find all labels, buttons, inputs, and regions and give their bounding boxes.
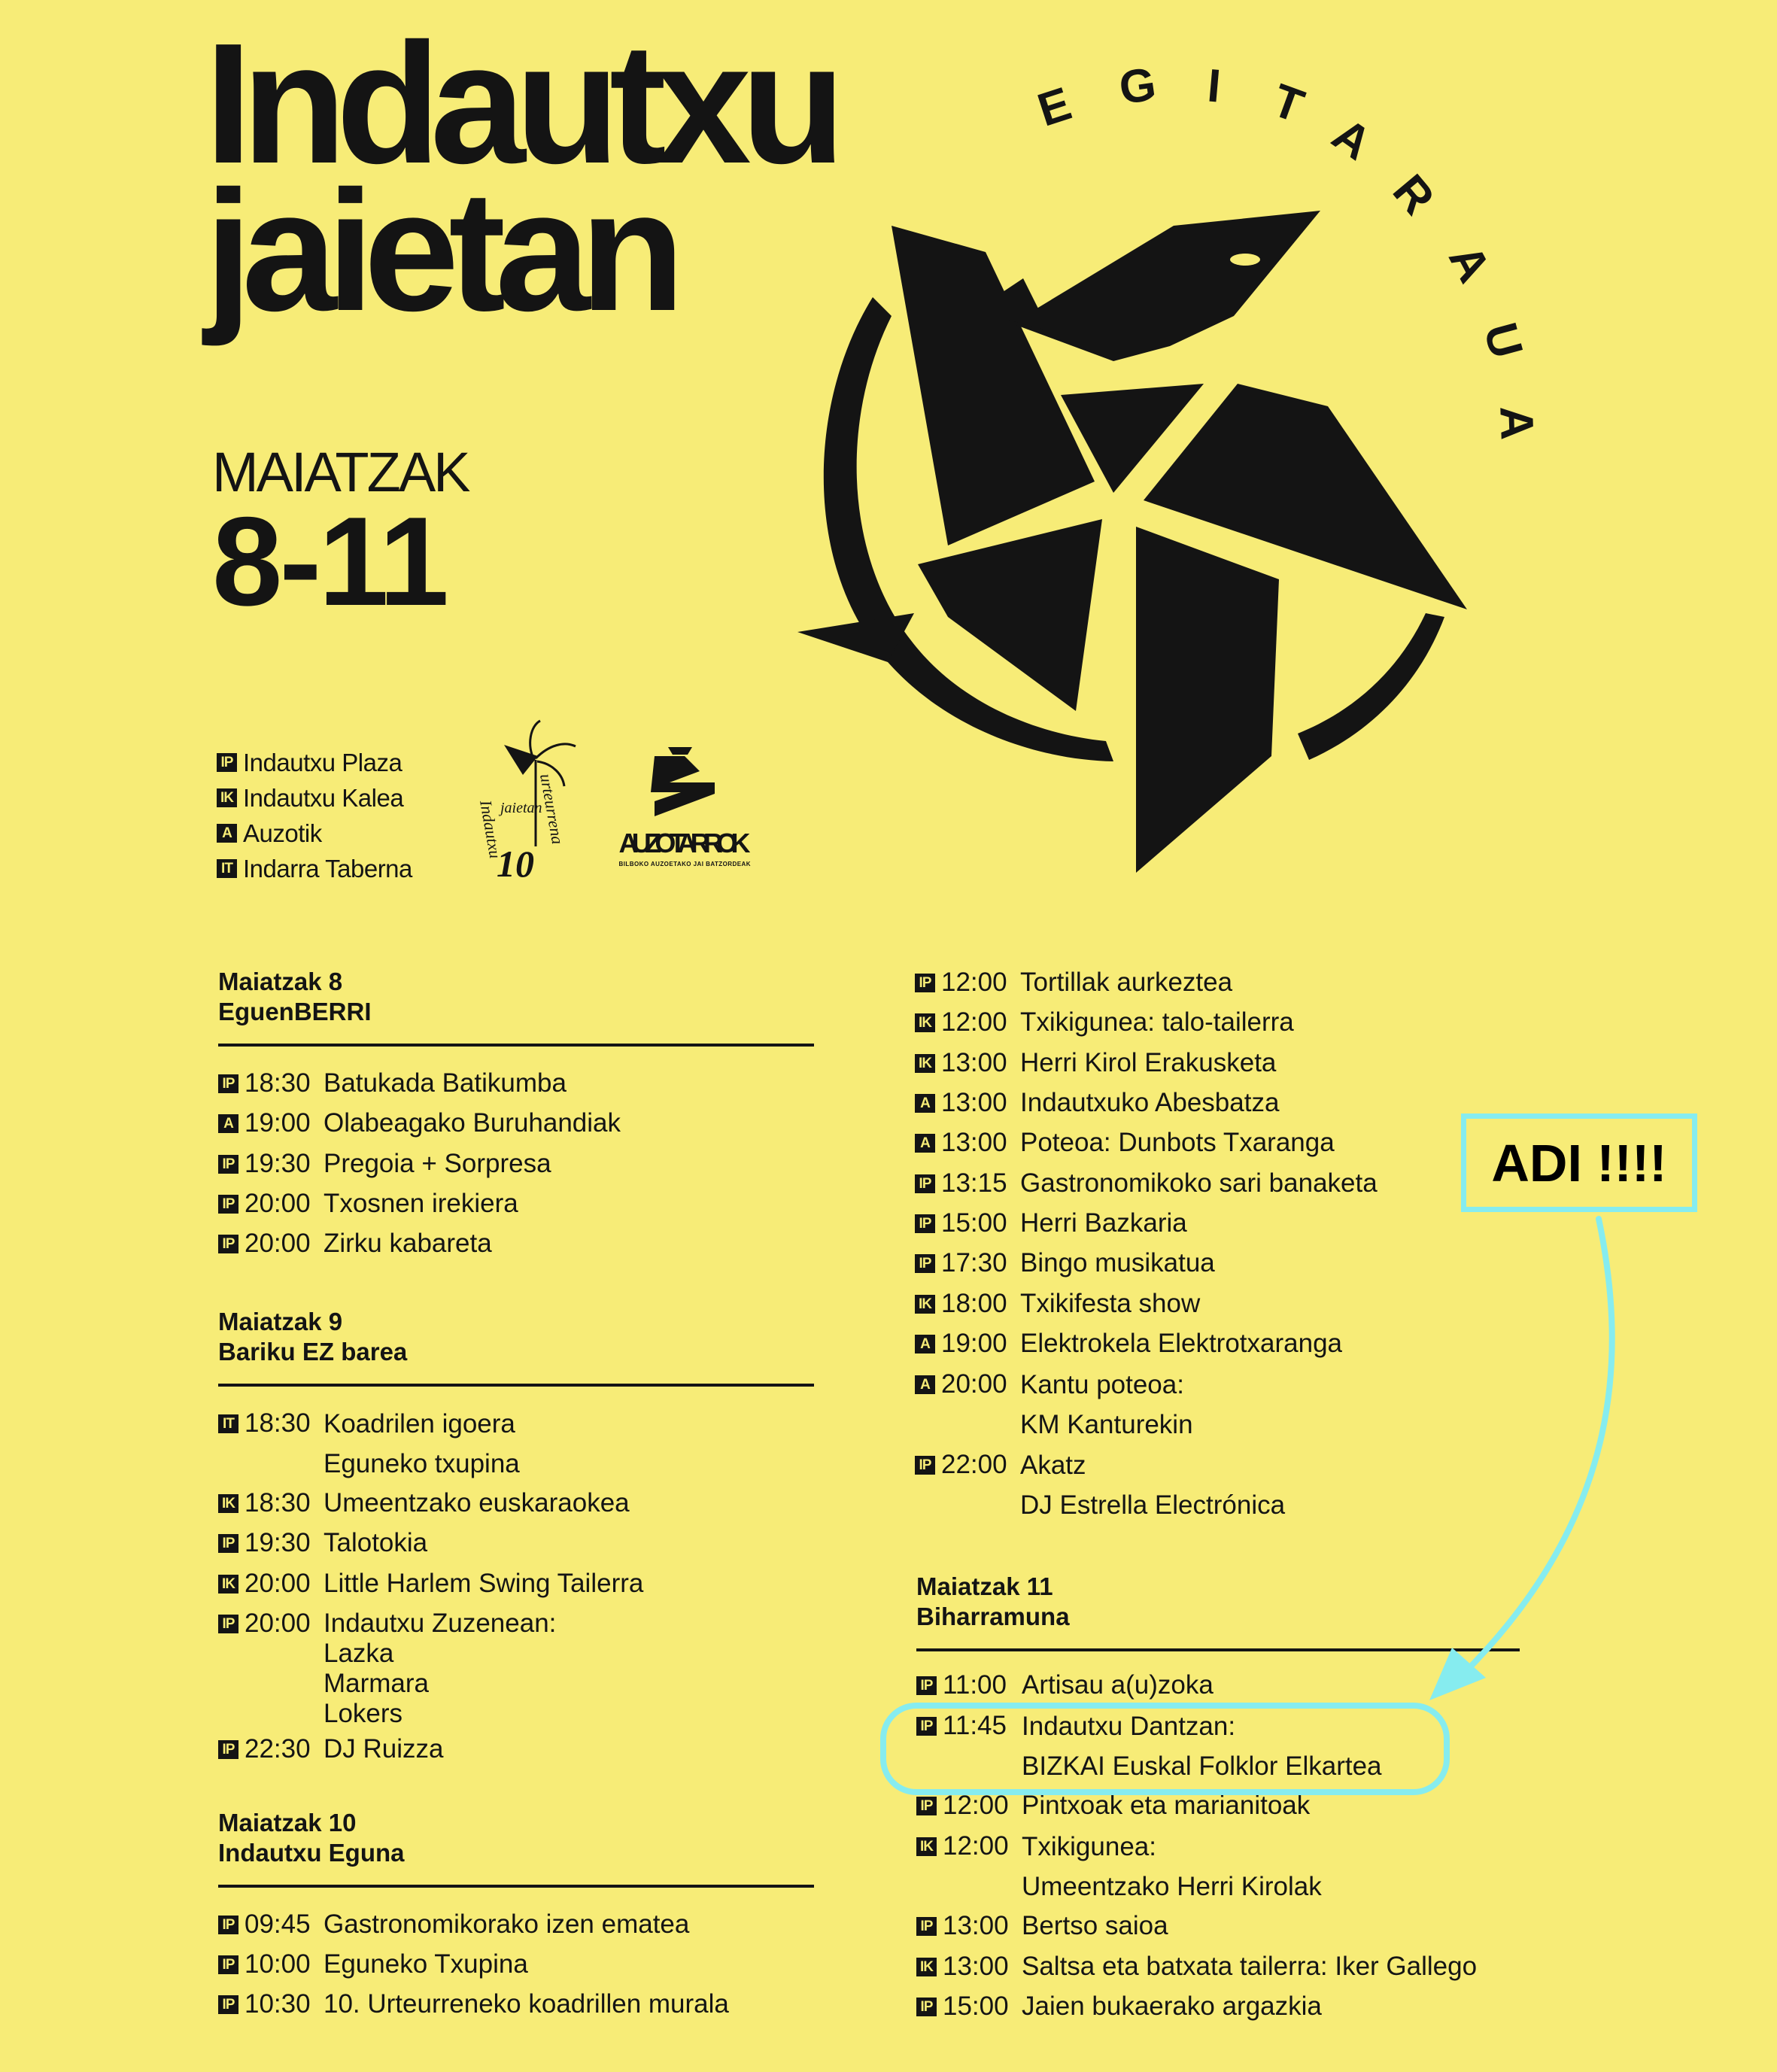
event-title: Akatz bbox=[1020, 1451, 1086, 1480]
egitaraua-letter-1: E bbox=[1031, 77, 1077, 137]
location-badge: IK bbox=[217, 788, 237, 807]
event-time: 22:30 bbox=[245, 1734, 311, 1764]
title-line-2: jaietan bbox=[205, 156, 675, 347]
event-title: Elektrokela Elektrotxaranga bbox=[1020, 1329, 1342, 1358]
schedule-item bbox=[218, 1229, 492, 1259]
event-subtitle: BIZKAI Euskal Folklor Elkartea bbox=[1022, 1751, 1382, 1781]
egitaraua-letter-9: A bbox=[1490, 405, 1543, 441]
anniversary-logo-text-3: urteurrena bbox=[536, 772, 568, 846]
location-badge: IP bbox=[915, 1254, 935, 1273]
adi-callout bbox=[1461, 1113, 1697, 1212]
anniversary-logo-text-2: jaietan bbox=[500, 800, 542, 816]
event-title: Txosnen irekiera bbox=[324, 1189, 518, 1218]
event-time: 17:30 bbox=[941, 1248, 1007, 1278]
event-subtitle: Umeentzako Herri Kirolak bbox=[1022, 1872, 1322, 1901]
egitaraua-letter-2: G bbox=[1116, 58, 1159, 115]
schedule-item bbox=[218, 1734, 443, 1764]
poster-title bbox=[205, 8, 835, 347]
event-title: Kantu poteoa: bbox=[1020, 1370, 1184, 1399]
schedule-item bbox=[915, 1329, 1342, 1359]
event-time: 12:00 bbox=[941, 968, 1007, 997]
location-badge: IP bbox=[915, 1214, 935, 1233]
legend-item bbox=[217, 780, 412, 816]
location-badge: IK bbox=[915, 1295, 935, 1314]
event-title: Bertso saioa bbox=[1022, 1911, 1168, 1940]
event-time: 15:00 bbox=[943, 1991, 1009, 2021]
schedule-item bbox=[915, 1007, 1294, 1038]
event-time: 10:00 bbox=[245, 1949, 311, 1979]
event-time: 12:00 bbox=[943, 1831, 1009, 1861]
event-time: 18:30 bbox=[245, 1068, 311, 1098]
event-performer: Lazka bbox=[324, 1639, 394, 1668]
event-time: 13:00 bbox=[943, 1911, 1009, 1940]
event-time: 20:00 bbox=[245, 1189, 311, 1218]
location-badge: IP bbox=[218, 1916, 238, 1934]
schedule-item bbox=[915, 1369, 1193, 1445]
legend-label: Indautxu Kalea bbox=[243, 783, 404, 812]
location-badge: IP bbox=[916, 1917, 937, 1936]
event-time: 20:00 bbox=[245, 1569, 311, 1598]
location-badge: IK bbox=[916, 1958, 937, 1976]
location-badge: IK bbox=[218, 1494, 238, 1513]
event-title: Bingo musikatua bbox=[1020, 1248, 1215, 1278]
event-time: 12:00 bbox=[941, 1007, 1007, 1037]
festival-dates bbox=[212, 441, 469, 632]
event-title: Gastronomikoko sari banaketa bbox=[1020, 1168, 1378, 1198]
egitaraua-letter-3: I bbox=[1205, 59, 1223, 113]
event-time: 11:00 bbox=[943, 1670, 1007, 1700]
schedule-item bbox=[915, 1088, 1279, 1118]
schedule-item bbox=[916, 1791, 1310, 1821]
day-name: Indautxu Eguna bbox=[218, 1839, 405, 1867]
day-date: Maiatzak 9 bbox=[218, 1308, 343, 1335]
day-name: EguenBERRI bbox=[218, 998, 372, 1025]
location-badge: A bbox=[915, 1134, 935, 1153]
event-time: 19:30 bbox=[245, 1528, 311, 1557]
event-title: Artisau a(u)zoka bbox=[1022, 1670, 1214, 1700]
event-time: 13:00 bbox=[943, 1952, 1009, 1981]
event-title: Saltsa eta batxata tailerra: Iker Gallego bbox=[1022, 1952, 1478, 1981]
event-performer: Marmara bbox=[324, 1669, 430, 1698]
day-name: Bariku EZ barea bbox=[218, 1338, 408, 1366]
event-time: 13:00 bbox=[941, 1128, 1007, 1157]
schedule-item bbox=[218, 1108, 621, 1138]
event-subtitle: Eguneko txupina bbox=[324, 1449, 520, 1478]
schedule-item bbox=[916, 1991, 1322, 2022]
day-date: Maiatzak 10 bbox=[218, 1809, 357, 1837]
adi-callout-label: ADI !!!! bbox=[1491, 1133, 1667, 1192]
legend-label: Auzotik bbox=[243, 819, 322, 847]
event-title: Txikifesta show bbox=[1020, 1289, 1201, 1318]
location-badge: IP bbox=[218, 1155, 238, 1174]
schedule-item bbox=[915, 1450, 1285, 1525]
schedule-item bbox=[916, 1911, 1168, 1941]
location-badge: A bbox=[915, 1094, 935, 1113]
title-line-1: Indautxu bbox=[205, 8, 835, 199]
event-title: DJ Ruizza bbox=[324, 1734, 444, 1764]
location-badge: IP bbox=[916, 1797, 937, 1815]
schedule-item bbox=[218, 1989, 729, 2019]
event-time: 19:00 bbox=[941, 1329, 1007, 1358]
event-title: Eguneko Txupina bbox=[324, 1949, 528, 1979]
event-title: Indautxu Dantzan: bbox=[1022, 1712, 1236, 1741]
legend-label: Indarra Taberna bbox=[243, 854, 412, 883]
event-title: Gastronomikorako izen ematea bbox=[324, 1909, 690, 1939]
schedule-item bbox=[218, 1528, 427, 1558]
schedule-item bbox=[915, 1289, 1200, 1319]
day-date: Maiatzak 8 bbox=[218, 968, 343, 995]
location-badge: IP bbox=[915, 974, 935, 992]
day-divider bbox=[218, 1384, 814, 1387]
legend-item bbox=[217, 745, 412, 780]
event-title: Koadrilen igoera bbox=[324, 1409, 515, 1439]
event-title: Indautxu Zuzenean: bbox=[324, 1609, 557, 1638]
location-badge: A bbox=[218, 1114, 238, 1133]
event-subtitle: KM Kanturekin bbox=[1020, 1410, 1193, 1439]
day-name: Biharramuna bbox=[916, 1603, 1070, 1630]
location-legend bbox=[217, 745, 412, 886]
egitaraua-letter-5: A bbox=[1323, 108, 1381, 171]
auzotarrok-logo-tagline: BILBOKO AUZOETAKO JAI BATZORDEAK bbox=[618, 861, 751, 867]
schedule-item bbox=[218, 1909, 689, 1940]
location-badge: IK bbox=[915, 1013, 935, 1032]
location-badge: A bbox=[217, 824, 237, 843]
event-time: 11:45 bbox=[943, 1711, 1007, 1740]
anniversary-logo-number: 10 bbox=[497, 843, 534, 884]
event-time: 12:00 bbox=[943, 1791, 1009, 1820]
location-badge: IP bbox=[916, 1717, 937, 1736]
schedule-item bbox=[916, 1952, 1477, 1982]
location-badge: IP bbox=[915, 1174, 935, 1193]
egitaraua-letter-6: R bbox=[1382, 165, 1444, 225]
schedule-item bbox=[218, 1189, 518, 1219]
anniversary-logo-text-1: Indautxu bbox=[476, 798, 506, 860]
schedule-item bbox=[915, 1248, 1215, 1278]
event-time: 18:00 bbox=[941, 1289, 1007, 1318]
location-badge: IT bbox=[217, 859, 237, 878]
schedule-item bbox=[218, 1609, 556, 1729]
schedule-item bbox=[916, 1831, 1322, 1906]
schedule-item bbox=[916, 1670, 1214, 1700]
event-title: Pregoia + Sorpresa bbox=[324, 1149, 551, 1178]
schedule-item bbox=[218, 1149, 551, 1179]
event-title: Pintxoak eta marianitoak bbox=[1022, 1791, 1311, 1820]
location-badge: IK bbox=[916, 1837, 937, 1856]
anniversary-logo bbox=[466, 715, 587, 884]
dates-range: 8-11 bbox=[212, 491, 446, 632]
location-badge: IP bbox=[916, 1676, 937, 1695]
event-time: 20:00 bbox=[245, 1609, 311, 1638]
event-title: Tortillak aurkeztea bbox=[1020, 968, 1233, 997]
schedule-item bbox=[218, 1408, 520, 1484]
legend-label: Indautxu Plaza bbox=[243, 748, 402, 776]
schedule-item bbox=[218, 1949, 528, 1979]
location-badge: IP bbox=[218, 1534, 238, 1553]
location-badge: IP bbox=[916, 1998, 937, 2016]
schedule-item bbox=[915, 1168, 1378, 1199]
location-badge: IP bbox=[218, 1074, 238, 1093]
event-time: 10:30 bbox=[245, 1989, 311, 2019]
egitaraua-letter-7: A bbox=[1438, 236, 1501, 291]
auzotarrok-logo bbox=[609, 741, 760, 876]
location-badge: IP bbox=[218, 1740, 238, 1759]
event-time: 20:00 bbox=[941, 1369, 1007, 1399]
location-badge: IP bbox=[218, 1955, 238, 1974]
event-title: Jaien bukaerako argazkia bbox=[1022, 1991, 1322, 2021]
annotation-arrow bbox=[1414, 1204, 1640, 1715]
location-badge: IP bbox=[218, 1235, 238, 1253]
day-section bbox=[218, 1808, 814, 2034]
schedule-item bbox=[915, 1128, 1335, 1158]
schedule-item bbox=[218, 1488, 630, 1518]
event-title: Poteoa: Dunbots Txaranga bbox=[1020, 1128, 1335, 1157]
location-badge: IP bbox=[218, 1995, 238, 2014]
event-time: 09:45 bbox=[245, 1909, 311, 1939]
event-title: Zirku kabareta bbox=[324, 1229, 492, 1258]
day-divider bbox=[218, 1044, 814, 1047]
event-title: Txikigunea: bbox=[1022, 1832, 1156, 1861]
event-subtitle: DJ Estrella Electrónica bbox=[1020, 1490, 1286, 1520]
highlight-oval bbox=[880, 1703, 1450, 1795]
location-badge: IT bbox=[218, 1414, 238, 1433]
location-badge: IK bbox=[915, 1054, 935, 1073]
event-title: Indautxuko Abesbatza bbox=[1020, 1088, 1280, 1117]
event-title: Herri Bazkaria bbox=[1020, 1208, 1187, 1238]
schedule-item bbox=[915, 1208, 1187, 1238]
schedule-item bbox=[915, 1048, 1276, 1078]
event-title: Olabeagako Buruhandiak bbox=[324, 1108, 621, 1138]
event-time: 13:00 bbox=[941, 1088, 1007, 1117]
schedule-item bbox=[218, 1068, 567, 1098]
event-title: 10. Urteurreneko koadrillen murala bbox=[324, 1989, 729, 2019]
event-time: 20:00 bbox=[245, 1229, 311, 1258]
schedule-item bbox=[915, 968, 1232, 998]
event-time: 15:00 bbox=[941, 1208, 1007, 1238]
location-badge: IK bbox=[218, 1575, 238, 1593]
event-title: Little Harlem Swing Tailerra bbox=[324, 1569, 644, 1598]
location-badge: IP bbox=[218, 1195, 238, 1214]
event-time: 18:30 bbox=[245, 1408, 311, 1438]
event-title: Umeentzako euskaraokea bbox=[324, 1488, 630, 1518]
location-badge: IP bbox=[915, 1456, 935, 1475]
day-date: Maiatzak 11 bbox=[916, 1572, 1053, 1600]
event-title: Talotokia bbox=[324, 1528, 428, 1557]
event-title: Txikigunea: talo-tailerra bbox=[1020, 1007, 1294, 1037]
pinwheel-bird-logo bbox=[752, 45, 1550, 895]
location-badge: IP bbox=[218, 1615, 238, 1633]
location-badge: IP bbox=[217, 753, 237, 772]
event-time: 18:30 bbox=[245, 1488, 311, 1518]
egitaraua-letter-4: T bbox=[1265, 74, 1311, 133]
legend-item bbox=[217, 851, 412, 886]
event-time: 22:00 bbox=[941, 1450, 1007, 1479]
location-badge: A bbox=[915, 1375, 935, 1394]
location-badge: A bbox=[915, 1335, 935, 1353]
event-title: Herri Kirol Erakusketa bbox=[1020, 1048, 1277, 1077]
event-time: 19:00 bbox=[245, 1108, 311, 1138]
event-time: 19:30 bbox=[245, 1149, 311, 1178]
day-section bbox=[218, 967, 814, 1283]
event-time: 13:15 bbox=[941, 1168, 1007, 1198]
schedule-item bbox=[218, 1569, 643, 1599]
day-divider bbox=[218, 1885, 814, 1888]
day-section bbox=[218, 1307, 814, 1773]
event-title: Batukada Batikumba bbox=[324, 1068, 567, 1098]
event-performer: Lokers bbox=[324, 1699, 403, 1728]
legend-item bbox=[217, 816, 412, 851]
dates-month: MAIATZAK bbox=[212, 441, 469, 503]
egitaraua-letter-8: U bbox=[1473, 317, 1532, 364]
auzotarrok-logo-name: AUZOTARROK bbox=[618, 828, 751, 858]
event-time: 13:00 bbox=[941, 1048, 1007, 1077]
